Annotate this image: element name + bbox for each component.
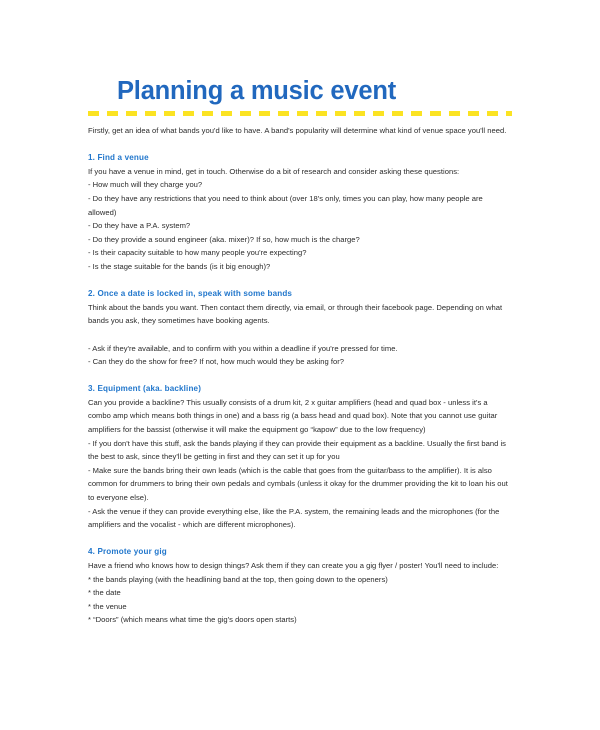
list-item: - Do they provide a sound engineer (aka. mixer)? If so, how much is the charge? [88,234,360,244]
spacer [88,532,512,546]
list-item: - Ask the venue if they can provide everything else, like the P.A. system, the remaining leads and the microphones (for the amplifiers and the vocalist - which are different microphones). [88,506,500,530]
list-item: - How much will they charge you? [88,180,203,190]
section-promote-your-gig [88,545,512,627]
section-2-heading: 2. Once a date is locked in, speak with some bands [88,289,293,299]
list-item: - Can they do the show for free? If not, how much would they be asking for? [88,357,345,367]
spacer [88,328,512,342]
spacer [88,369,512,383]
list-item: - Do they have any restrictions that you need to think about (over 18's only, times you can play, how many people are allowed) [88,193,483,217]
section-3-heading: 3. Equipment (aka. backline) [88,384,202,394]
title-divider-dashed-rule [88,111,512,116]
list-item: - Do they have a P.A. system? [88,221,191,231]
section-1-heading: 1. Find a venue [88,153,149,163]
section-find-a-venue [88,151,512,273]
section-2-intro: Think about the bands you want. Then contact them directly, via email, or through their facebook page. Depending on what bands you ask, they sometimes have booking agents. [88,302,503,326]
list-item: * the venue [88,601,127,611]
spacer [88,138,512,152]
section-4-intro: Have a friend who knows how to design things? Ask them if they can create you a gig flyer / poster! You'll need to include: [88,561,499,570]
list-item: - Make sure the bands bring their own leads (which is the cable that goes from the guitar/bass to the amplifier). It is also common for drummers to bring their own pedals and cymbals (unless it okay for the drummer providing the kit to loan his out to everyone else). [88,465,508,503]
section-1-intro: If you have a venue in mind, get in touch. Otherwise do a bit of research and consider asking these questions: [88,166,460,176]
list-item: - Is the stage suitable for the bands (is it big enough)? [88,261,271,271]
list-item: - If you don't have this stuff, ask the bands playing if they can provide their equipment as a backline. Usually the first band is the best to ask, since they'll be getting in first and they can set it up for you [88,438,507,462]
list-item: * the date [88,588,121,598]
list-item: - Ask if they're available, and to confirm with you within a deadline if you're pressed for time. [88,343,398,353]
section-4-heading: 4. Promote your gig [88,547,167,557]
section-equipment-backline [88,382,512,532]
page-title: Planning a music event [117,77,397,105]
document-body [88,124,512,627]
list-item: * the bands playing (with the headlining band at the top, then going down to the openers) [88,574,388,584]
section-speak-with-bands [88,287,512,369]
intro-paragraph: Firstly, get an idea of what bands you'd like to have. A band's popularity will determine what kind of venue space you'll need. [88,126,507,135]
list-item: - Is their capacity suitable to how many people you're expecting? [88,248,307,258]
list-item: * “Doors” (which means what time the gig's doors open starts) [88,615,297,625]
section-3-intro: Can you provide a backline? This usually consists of a drum kit, 2 x guitar amplifiers (head and quad box - unless it's a combo amp which means both things in one) and a bass rig (a bass head and quad box). Note that you cannot use guitar amplifiers for the bassist (otherwise it will make the equipment go “kapow” due to the low frequency) [88,397,498,435]
spacer [88,274,512,288]
